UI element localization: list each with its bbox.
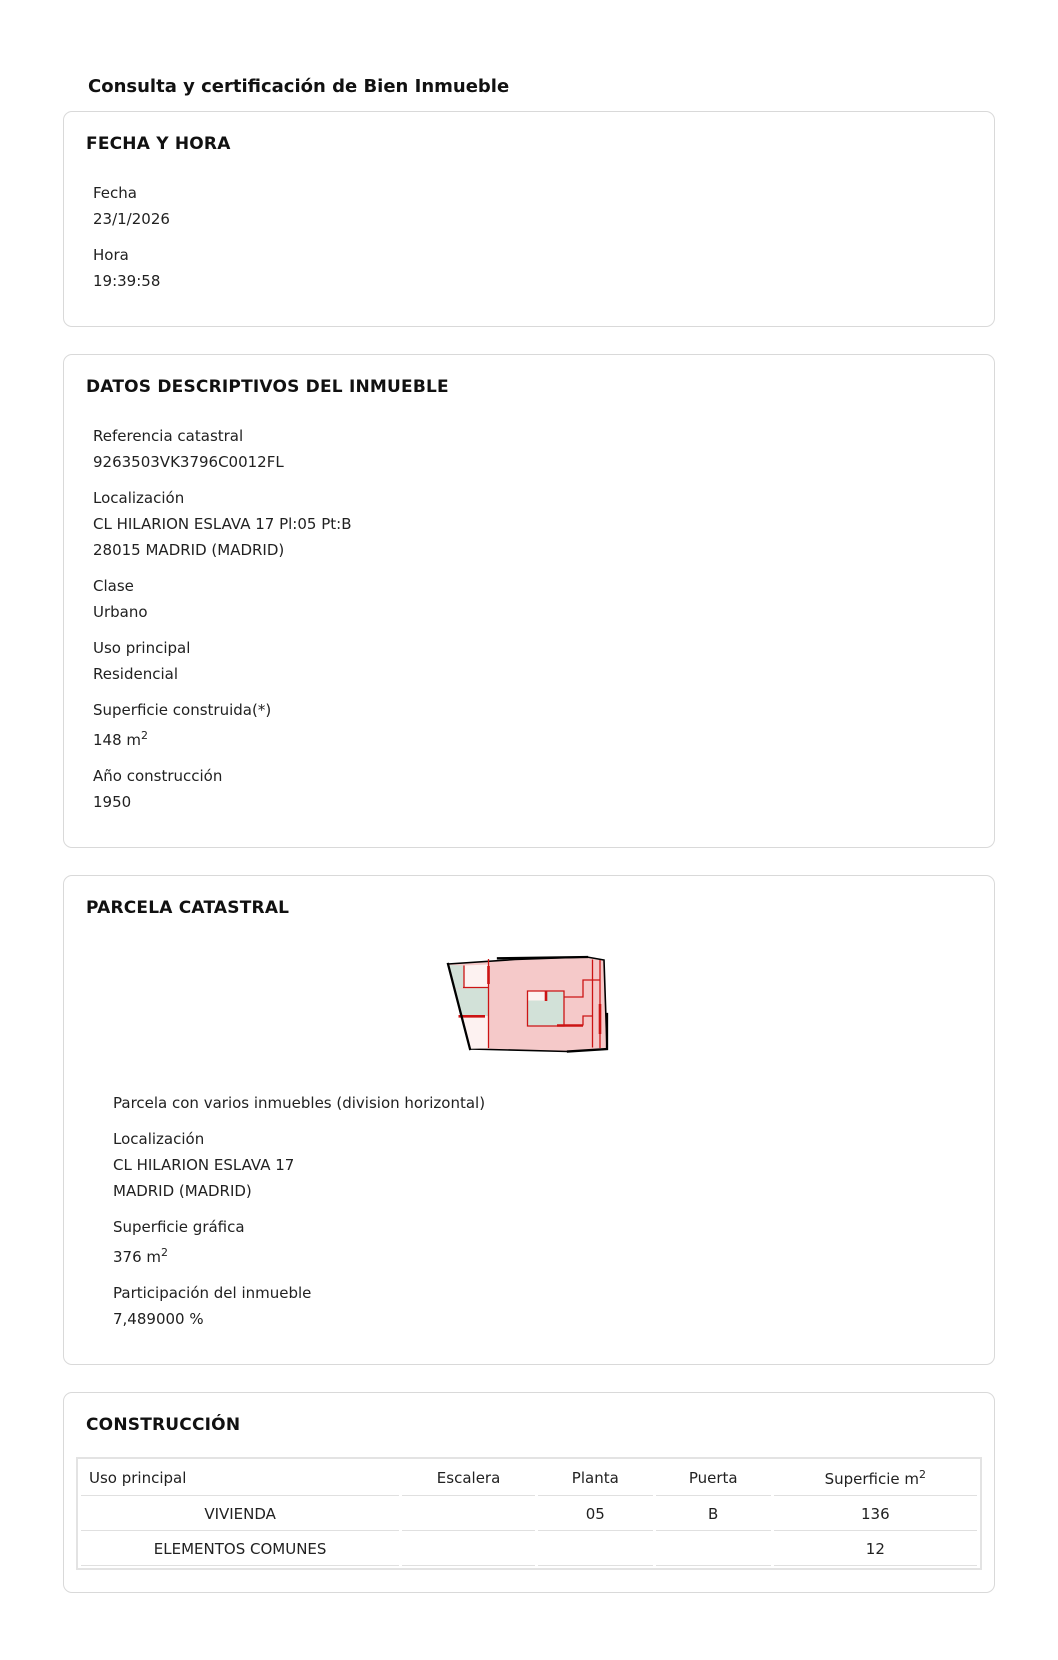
field-label: Localización <box>93 489 185 507</box>
field-label: Hora <box>93 246 129 264</box>
field-label: Clase <box>93 577 134 595</box>
field-label: Participación del inmueble <box>113 1284 312 1302</box>
cell-superficie: 136 <box>774 1498 977 1531</box>
column-header-puerta: Puerta <box>656 1461 771 1496</box>
column-header-planta: Planta <box>538 1461 653 1496</box>
field-superficie-grafica <box>113 1214 974 1270</box>
section-heading: FECHA Y HORA <box>86 134 231 154</box>
boundary-accent-top <box>498 957 587 958</box>
superscript: 2 <box>919 1468 927 1481</box>
section-heading: PARCELA CATASTRAL <box>86 898 290 918</box>
cell-puerta: B <box>656 1498 771 1531</box>
field-value-line1: CL HILARION ESLAVA 17 Pl:05 Pt:B <box>93 515 352 533</box>
field-label: Fecha <box>93 184 137 202</box>
parcel-map <box>440 954 618 1064</box>
cell-planta <box>538 1533 653 1566</box>
section-fecha-y-hora <box>63 111 995 327</box>
superscript: 2 <box>141 729 149 742</box>
cell-escalera <box>402 1533 535 1566</box>
field-list <box>113 1126 974 1332</box>
section-heading: DATOS DESCRIPTIVOS DEL INMUEBLE <box>86 377 449 397</box>
section-heading: CONSTRUCCIÓN <box>86 1415 241 1435</box>
table-header-row <box>81 1461 977 1496</box>
cell-planta: 05 <box>538 1498 653 1531</box>
field-ano-construccion <box>93 763 974 815</box>
cell-uso-principal: VIVIENDA <box>81 1498 399 1531</box>
field-value: 19:39:58 <box>93 272 161 290</box>
field-value: Residencial <box>93 665 178 683</box>
field-hora <box>93 242 974 294</box>
parcel-plan-drawing <box>440 954 618 1060</box>
field-value: 9263503VK3796C0012FL <box>93 453 284 471</box>
field-value: Urbano <box>93 603 148 621</box>
subparcel-light-top <box>464 965 489 988</box>
parcel-description: Parcela con varios inmuebles (division horizontal) <box>113 1094 486 1112</box>
field-participacion <box>113 1280 974 1332</box>
field-list <box>93 423 974 815</box>
cell-uso-principal: ELEMENTOS COMUNES <box>81 1533 399 1566</box>
column-header-escalera: Escalera <box>402 1461 535 1496</box>
field-value: 376 $m^2$ <box>113 1246 169 1266</box>
table-row-elementos-comunes <box>81 1533 977 1566</box>
field-clase <box>93 573 974 625</box>
field-superficie-construida <box>93 697 974 753</box>
superscript: 2 <box>161 1246 169 1259</box>
construccion-table <box>76 1457 982 1570</box>
field-label: Referencia catastral <box>93 427 244 445</box>
field-value-line2: 28015 MADRID (MADRID) <box>93 541 285 559</box>
field-list <box>93 180 974 294</box>
field-value: 148 $m^2$ <box>93 729 149 749</box>
page-title: Consulta y certificación de Bien Inmueble <box>88 76 510 97</box>
field-value: 1950 <box>93 793 132 811</box>
section-datos-descriptivos <box>63 354 995 848</box>
section-parcela-catastral <box>63 875 995 1365</box>
field-referencia-catastral <box>93 423 974 475</box>
field-label: Año construcción <box>93 767 223 785</box>
cell-escalera <box>402 1498 535 1531</box>
column-header-superficie: Superficie $m^2$ <box>774 1461 977 1496</box>
cell-superficie: 12 <box>774 1533 977 1566</box>
field-label: Localización <box>113 1130 205 1148</box>
field-label: Superficie gráfica <box>113 1218 245 1236</box>
section-construccion <box>63 1392 995 1593</box>
field-value: 7,489000 % <box>113 1310 204 1328</box>
cell-puerta <box>656 1533 771 1566</box>
field-localizacion <box>113 1126 974 1204</box>
column-header-uso-principal: Uso principal <box>81 1461 399 1496</box>
table-row-vivienda <box>81 1498 977 1531</box>
field-uso-principal <box>93 635 974 687</box>
courtyard-center-notch <box>528 992 546 1001</box>
field-label: Uso principal <box>93 639 191 657</box>
field-value-line2: MADRID (MADRID) <box>113 1182 252 1200</box>
field-value: 23/1/2026 <box>93 210 170 228</box>
field-localizacion <box>93 485 974 563</box>
field-value-line1: CL HILARION ESLAVA 17 <box>113 1156 295 1174</box>
field-label: Superficie construida(*) <box>93 701 272 719</box>
field-fecha <box>93 180 974 232</box>
